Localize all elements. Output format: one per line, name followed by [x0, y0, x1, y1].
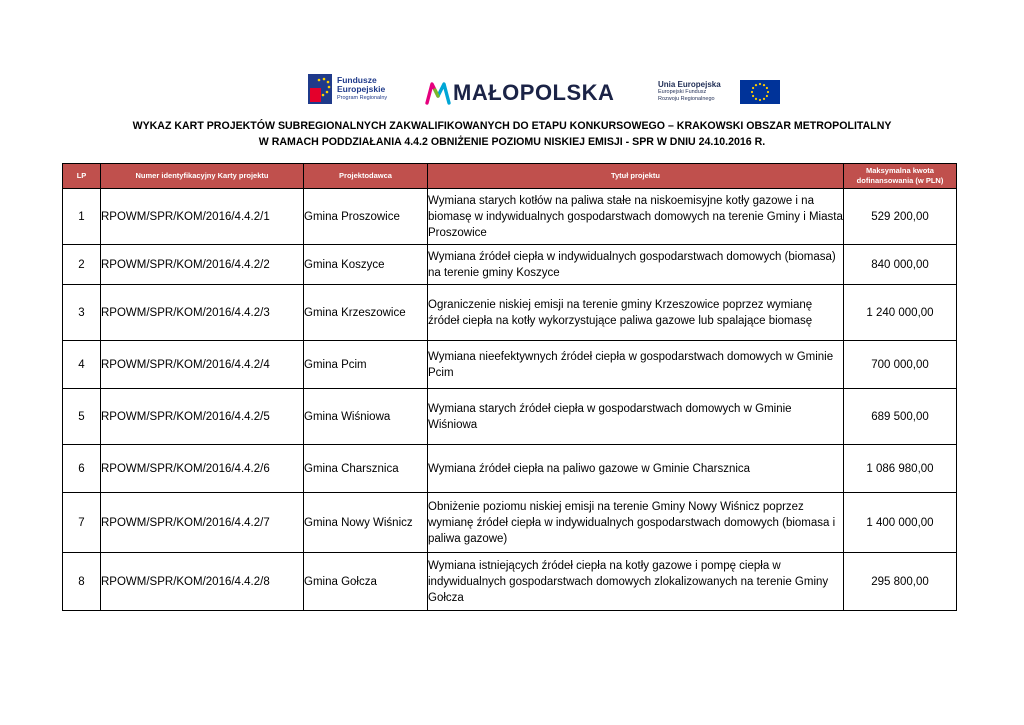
cell-beneficiary: Gmina Krzeszowice: [304, 285, 428, 341]
table-row: [63, 493, 957, 553]
table-header-row: [63, 164, 957, 189]
cell-project-id: RPOWM/SPR/KOM/2016/4.4.2/7: [101, 493, 304, 553]
document-heading: [60, 118, 964, 150]
heading-line1: WYKAZ KART PROJEKTÓW SUBREGIONALNYCH ZAKWALIFIKOWANYCH DO ETAPU KONKURSOWEGO – KRAKOWSKI OBSZAR METROPOLITALNY: [132, 120, 892, 132]
eu-flag-icon: [740, 80, 780, 104]
cell-project-title: Obniżenie poziomu niskiej emisji na terenie Gminy Nowy Wiśnicz poprzez wymianę źródeł ciepła w indywidualnych gospodarstwach domowych (biomasa i paliwa gazowe): [428, 493, 844, 553]
cell-project-id: RPOWM/SPR/KOM/2016/4.4.2/8: [101, 553, 304, 611]
cell-project-id: RPOWM/SPR/KOM/2016/4.4.2/6: [101, 445, 304, 493]
cell-beneficiary: Gmina Koszyce: [304, 245, 428, 285]
cell-project-id: RPOWM/SPR/KOM/2016/4.4.2/4: [101, 341, 304, 389]
cell-lp: 2: [63, 245, 101, 285]
cell-project-id: RPOWM/SPR/KOM/2016/4.4.2/2: [101, 245, 304, 285]
table-row: [63, 389, 957, 445]
cell-amount: 295 800,00: [844, 553, 957, 611]
header-amount-line1: Maksymalna kwota: [866, 166, 934, 175]
heading-line2: W RAMACH PODDZIAŁANIA 4.4.2 OBNIŻENIE POZIOMU NISKIEJ EMISJI - SPR W DNIU 24.10.2016 R.: [258, 136, 766, 148]
cell-amount: 1 086 980,00: [844, 445, 957, 493]
table-row: [63, 553, 957, 611]
cell-amount: 840 000,00: [844, 245, 957, 285]
cell-lp: 6: [63, 445, 101, 493]
cell-beneficiary: Gmina Pcim: [304, 341, 428, 389]
table-row: [63, 445, 957, 493]
table-row: [63, 189, 957, 245]
cell-amount: 1 400 000,00: [844, 493, 957, 553]
cell-amount: 700 000,00: [844, 341, 957, 389]
table-row: [63, 341, 957, 389]
projects-table: [62, 163, 957, 611]
cell-beneficiary: Gmina Gołcza: [304, 553, 428, 611]
cell-project-id: RPOWM/SPR/KOM/2016/4.4.2/1: [101, 189, 304, 245]
cell-project-id: RPOWM/SPR/KOM/2016/4.4.2/3: [101, 285, 304, 341]
cell-lp: 5: [63, 389, 101, 445]
fe-name-line2: Europejskie: [337, 84, 386, 94]
fundusze-europejskie-emblem-icon: [308, 74, 332, 104]
cell-beneficiary: Gmina Charsznica: [304, 445, 428, 493]
cell-lp: 4: [63, 341, 101, 389]
cell-project-title: Ograniczenie niskiej emisji na terenie gminy Krzeszowice poprzez wymianę źródeł ciepła na kotły wykorzystujące paliwa gazowe lub spalające biomasę: [428, 285, 844, 341]
table-row: [63, 245, 957, 285]
fe-subtitle: Program Regionalny: [337, 95, 388, 101]
unia-europejska-logo: [658, 80, 782, 104]
header-amount-line2: dofinansowania (w PLN): [856, 176, 944, 185]
malopolska-wordmark: MAŁOPOLSKA: [453, 80, 615, 105]
header-amount: [844, 164, 957, 189]
header-id: Numer identyfikacyjny Karty projektu: [101, 164, 304, 189]
cell-amount: 529 200,00: [844, 189, 957, 245]
eu-subtitle-line2: Rozwoju Regionalnego: [658, 95, 715, 102]
eu-subtitle-line1: Europejski Fundusz: [658, 89, 707, 95]
cell-beneficiary: Gmina Nowy Wiśnicz: [304, 493, 428, 553]
header-lp: LP: [63, 164, 101, 189]
fe-name-line1: Fundusze: [337, 75, 377, 85]
cell-project-title: Wymiana źródeł ciepła na paliwo gazowe w Gminie Charsznica: [428, 445, 844, 493]
eu-name: Unia Europejska: [658, 80, 721, 89]
cell-project-title: Wymiana istniejących źródeł ciepła na kotły gazowe i pompę ciepła w indywidualnych gospodarstwach domowych zlokalizowanych na terenie Gminy Gołcza: [428, 553, 844, 611]
cell-project-title: Wymiana źródeł ciepła w indywidualnych gospodarstwach domowych (biomasa) na terenie gminy Koszyce: [428, 245, 844, 285]
cell-lp: 3: [63, 285, 101, 341]
cell-project-title: Wymiana starych źródeł ciepła w gospodarstwach domowych w Gminie Wiśniowa: [428, 389, 844, 445]
cell-lp: 7: [63, 493, 101, 553]
malopolska-m-icon: [425, 81, 451, 105]
cell-project-id: RPOWM/SPR/KOM/2016/4.4.2/5: [101, 389, 304, 445]
malopolska-logo: [425, 80, 635, 108]
cell-amount: 689 500,00: [844, 389, 957, 445]
cell-amount: 1 240 000,00: [844, 285, 957, 341]
cell-project-title: Wymiana starych kotłów na paliwa stałe na niskoemisyjne kotły gazowe i na biomasę w indywidualnych gospodarstwach domowych na terenie Gminy i Miasta Proszowice: [428, 189, 844, 245]
header-beneficiary: Projektodawca: [304, 164, 428, 189]
fundusze-europejskie-logo: [308, 74, 408, 106]
cell-lp: 8: [63, 553, 101, 611]
cell-beneficiary: Gmina Wiśniowa: [304, 389, 428, 445]
cell-beneficiary: Gmina Proszowice: [304, 189, 428, 245]
cell-lp: 1: [63, 189, 101, 245]
table-row: [63, 285, 957, 341]
header-title: Tytuł projektu: [428, 164, 844, 189]
cell-project-title: Wymiana nieefektywnych źródeł ciepła w gospodarstwach domowych w Gminie Pcim: [428, 341, 844, 389]
